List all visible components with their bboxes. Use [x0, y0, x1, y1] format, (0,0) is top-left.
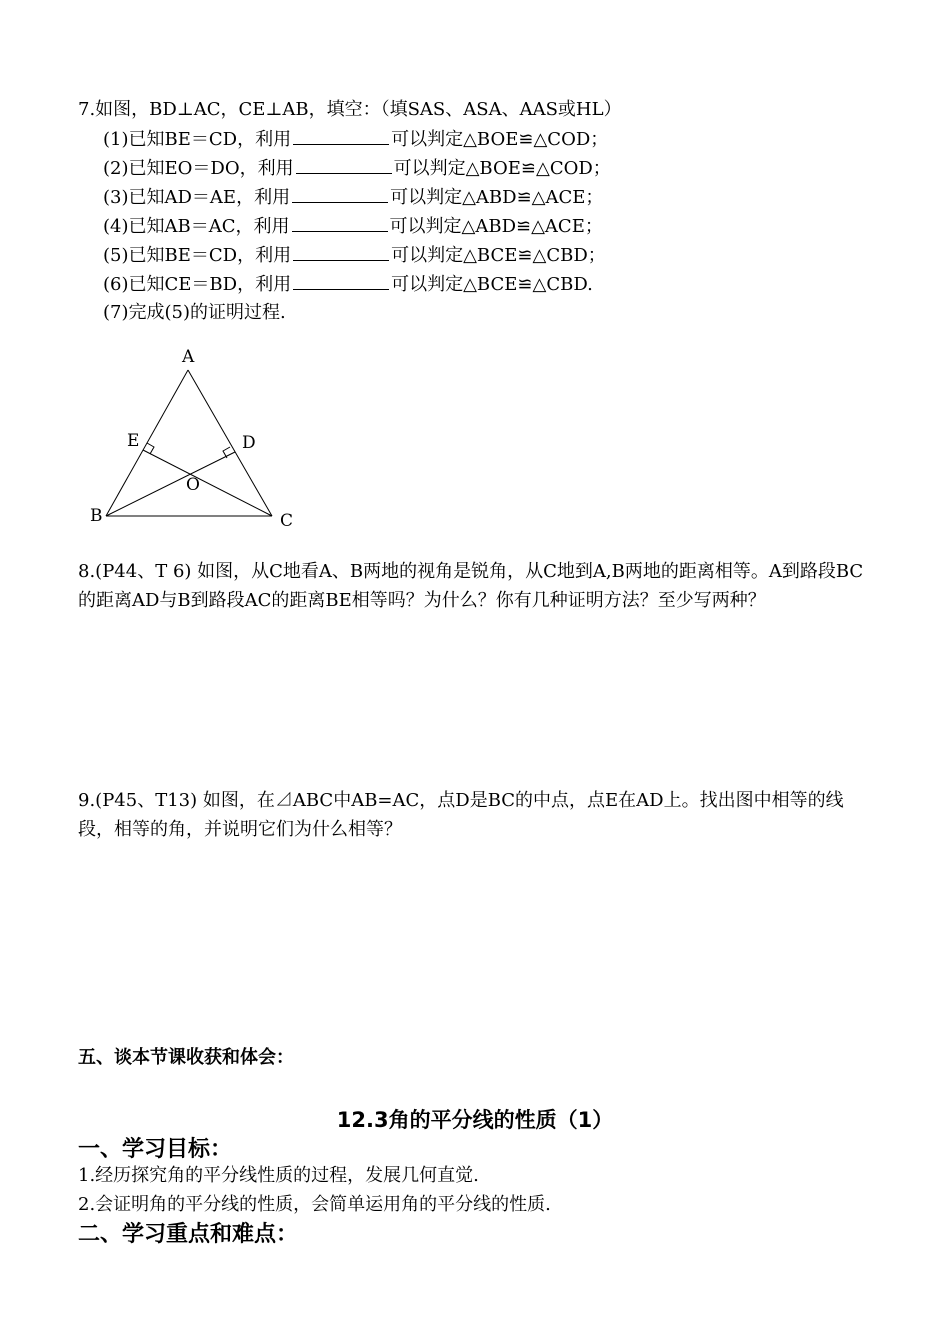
q7-stem: 7.如图，BD⊥AC，CE⊥AB，填空：（填SAS、ASA、AAS或HL） — [78, 99, 622, 120]
q7-item-2-pre: (2)已知EO＝DO，利用 — [103, 158, 294, 179]
segment-bd — [106, 452, 235, 516]
q7-item-4-post: 可以判定△ABD≌△ACE； — [389, 216, 603, 237]
q7-answer-blank-5[interactable] — [293, 243, 389, 261]
label-c: C — [280, 511, 294, 531]
q9-text: 9.(P45、T13) 如图，在⊿ABC中AB=AC，点D是BC的中点，点E在AD上。找出图中相等的线段，相等的角，并说明它们为什么相等？ — [78, 790, 844, 840]
q7-item-3-pre: (3)已知AD＝AE，利用 — [103, 187, 291, 208]
q7-answer-blank-6[interactable] — [293, 272, 389, 290]
goal-1: 1.经历探究角的平分线性质的过程，发展几何直觉. — [78, 1165, 479, 1186]
q7-item-1 — [103, 127, 608, 152]
section-5-heading: 五、谈本节课收获和体会： — [78, 1047, 294, 1068]
label-d: D — [242, 433, 256, 453]
q7-item-4 — [103, 214, 603, 239]
q7-item-1-post: 可以判定△BOE≌△COD； — [391, 129, 609, 150]
q7-answer-blank-1[interactable] — [293, 127, 389, 145]
q7-item-2 — [103, 156, 611, 181]
label-b: B — [90, 506, 103, 526]
q7-item-7: (7)完成(5)的证明过程. — [103, 302, 286, 323]
triangle-figure — [80, 340, 310, 535]
lesson-title: 12.3角的平分线的性质（1） — [336, 1108, 614, 1132]
q7-item-5-post: 可以判定△BCE≌△CBD； — [391, 245, 606, 266]
keypoints-heading: 二、学习重点和难点： — [78, 1222, 299, 1247]
q7-item-6-pre: (6)已知CE＝BD，利用 — [103, 274, 292, 295]
q7-answer-blank-3[interactable] — [292, 185, 388, 203]
q7-item-5 — [103, 243, 606, 268]
q7-item-2-post: 可以判定△BOE≌△COD； — [393, 158, 611, 179]
q7-answer-blank-4[interactable] — [292, 214, 388, 232]
goals-heading: 一、学习目标： — [78, 1137, 233, 1162]
q7-item-5-pre: (5)已知BE＝CD，利用 — [103, 245, 292, 266]
right-angle-mark-d — [223, 447, 230, 458]
q7-item-4-pre: (4)已知AB＝AC，利用 — [103, 216, 290, 237]
q7-item-3-post: 可以判定△ABD≌△ACE； — [390, 187, 604, 208]
q7-item-6-post: 可以判定△BCE≌△CBD. — [391, 274, 593, 295]
q7-item-1-pre: (1)已知BE＝CD，利用 — [103, 129, 292, 150]
label-a: A — [182, 347, 195, 367]
label-o: O — [186, 475, 200, 495]
goal-2: 2.会证明角的平分线的性质，会简单运用角的平分线的性质. — [78, 1194, 551, 1215]
q7-item-3 — [103, 185, 603, 210]
label-e: E — [127, 431, 140, 451]
q7-item-6 — [103, 272, 593, 297]
q7-answer-blank-2[interactable] — [296, 156, 392, 174]
q8-text: 8.(P44、T 6) 如图，从C地看A、B两地的视角是锐角，从C地到A,B两地的距离相等。A到路段BC的距离AD与B到路段AC的距离BE相等吗？为什么？你有几种证明方法？至少写两种？ — [78, 561, 864, 611]
